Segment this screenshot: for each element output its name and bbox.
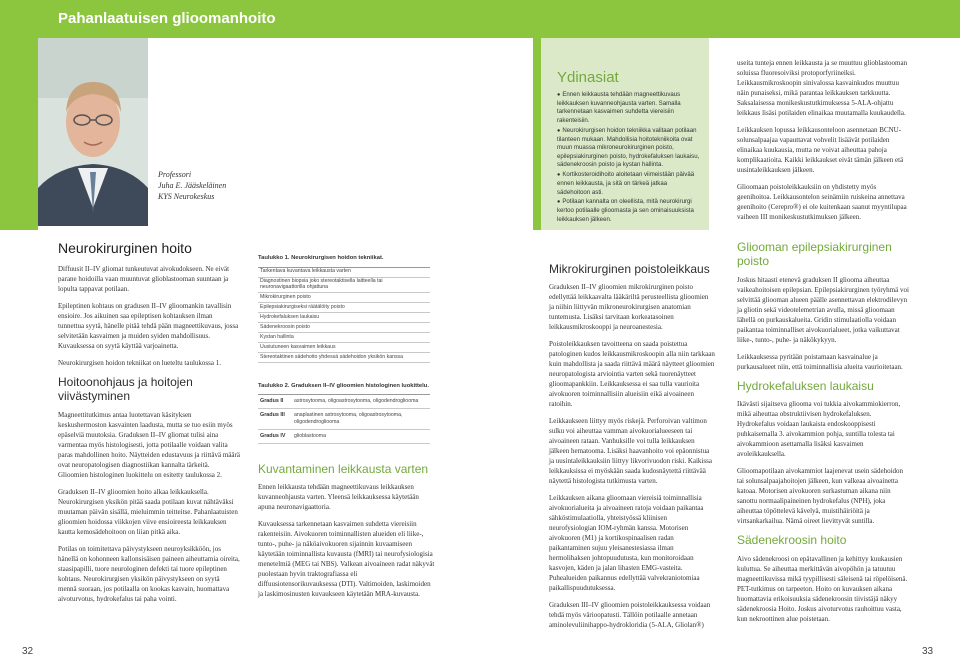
paragraph: Leikkauksen lopussa leikkausonteloon asennetaan BCNU-solunsalpaajaa vapauttavat vohvelit lisäävät potilaiden elinaikaa kuukausia, mutta ne voivat aiheuttaa pahoja komplikaatioita. Kaikki leikkaukset eivät tämän jälkeen etä uusintaleikkauksen jälkeen. <box>737 126 904 174</box>
section-heading-hydrokefalus: Hydrokefaluksen laukaisu <box>737 378 874 393</box>
paragraph: Aivo sädenekroosi on epätavallinen ja kehittyy kuukausien kuluttua. Se aiheuttaa merkittävän aivopöhön ja tatuutuu magneettikuvissa mikä tyypillisesti säleisenä tai röpelöisenä. PET-tutkimus on tarpeeton. Hoito on kuvauksen aikana huomattavia erikoisuuksia sädenekroosin tiivistäjä näkyy sädenekroosia Hoito. Joskus aivoturvotus rauhoittuu vasta, kun nekroottinen alue poistetaan. <box>737 554 908 623</box>
table-row: Uusiutuneen kasvaimen leikkaus <box>258 343 430 353</box>
section-heading-kuvantaminen: Kuvantaminen leikkausta varten <box>258 461 429 476</box>
paragraph: Graduksen II–IV glioomien mikrokirurginen poisto edellyttää leikkaavalta lääkäriltä perusteellista glioomien ja niihin liittyvän mikroneurokirurgisen anatomian tuntemusta. Lisäksi tarvitaan korkeatasoinen leikkausmikroskooppi ja neuroanestesia. <box>549 283 709 332</box>
column-3 <box>549 262 715 637</box>
table-1-caption: Taulukko 1. Neurokirurgisen hoidon tekniikat. <box>258 255 384 261</box>
caption-line: Juha E. Jääskeläinen <box>158 180 227 190</box>
title-bar <box>0 0 960 38</box>
paragraph: Leikkauksen aikana glioomaan viereisiä toiminnallisia aivokuorialueita ja aivoaineen ratoja voidaan paikantaa sähköstimulaatiolla, yhteistyössä kliinisen neurofysiologian IOM-ryhmän kanssa. Motorisen aivokuoren (M1) ja kortikospinaalisen radan paikantaminen sujuu yleisanestesiassa ilman hermolihaksen johtopuudutusta, kun monitoroidaan kasvojen, käden ja jalan lihasten EMG-vasteita. Puhealueiden paikannus edellyttää valvekraniotomiaa paikallispuudutuksessa. <box>549 494 704 593</box>
table-row: Hydrokefaluksen laukaisu <box>258 313 430 323</box>
paragraph: useita tunteja ennen leikkausta ja se muuttuu glioblastooman soluissa fluoresoiviksi protoporfyriineiksi. Leikkausmikroskoopin sinivalossa kasvainkudos muuttuu näin punaiseksi, mikä parantaa leikkauksen tarkkuutta. Saksalaisessa monikeskustutkimuksessa 5-ALA-ohjattu leikkaus lisäsi potilaiden elinaikaa muutamalla kuukaudella. <box>737 59 908 117</box>
paragraph: Potilas on toimitettava päivystykseen neuroyksikköön, jos hänellä on kohonneen kallonsisäisen paineen aiheuttamia oireita, staasipapilli, tuore neurologinen defekti tai tuore epileptinen kohtaus. Neurokirurgisen yksikön päivystykseen on syytä mennä suoraan, jos potilaalla on kookas kasvain, huomattava aivoturvotus, hydrokefalus tai paha vointi. <box>58 544 240 603</box>
paragraph: Leikkaukseen liittyy myös riskejä. Perforoivan valtimon sulku voi aiheuttaa vamman aivokuorialueeseen tai aivoaineen rataan. Vanhuksille voi tulla leikkauksen jälkeen hematooma. Lisäksi haavanhoito voi epäonnistua ja uusintaleikkauksiin liittyy likvorivuodon riski. Kaikissa leikkauksissa ei myöskään saada kudosnäytettä riittävää näytettä histologista tutkimusta varten. <box>549 417 712 486</box>
table-1 <box>258 267 430 363</box>
paragraph: Graduksen III–IV glioomien poistoleikkauksessa voidaan tehdä myös värioopatusti. Tällöin potilaalle annetaan aminolevuliinihappo-hydrokloridia (5-ALA, Gliolan®) <box>549 601 711 630</box>
column-4-top <box>737 58 909 229</box>
table-row: Epilepsiakirurgiseksi räätälöity poisto <box>258 303 430 313</box>
table-cell-types: astrosytooma, oligoastrosytooma, oligodendrogliooma <box>294 398 419 405</box>
paragraph: Epileptinen kohtaus on gradusen II–IV glioomankin tavallisin ensioire. Jos aikuinen saa epileptisen kohtauksen ilman tunnettua syytä, hänelle pitää tehdä pään magneettikuvaus, jossa selvitetään kasvaimen ja muiden syiden mahdollisuus. Kuvauksessa on syytä käyttää varjoainetta. <box>58 302 239 351</box>
table-row: Mikrokirurginen poisto <box>258 293 430 303</box>
column-2 <box>258 255 436 606</box>
paragraph: Glioomapotilaan aivokammiot laajenevat usein sädehoidon tai solunsalpaajahoitojen jälkeen, kun valkeaa aivoainetta katoaa. Motorisen aivokuoren surkastuman aikana niin sanottu normaalipaineinen hydrokefalus (NPH), joka aiheuttaa töpöttelevä kävelyä, muistihäiriöitä ja virtsankarkailua. Nämä oireet lievittyvät suntilla. <box>737 467 904 526</box>
key-point-item: ● Potilaan kannalta on oleellista, mitä neurokirurgi kertoo potilaalle glioomasta ja sen ominaisuuksista leikkauksen jälkeen. <box>557 198 701 224</box>
page-number-left: 32 <box>22 646 34 657</box>
table-cell-types: anaplastinen astrosytooma, oligoastrosytooma, oligodendrogliooma <box>294 412 403 425</box>
section-heading-sadenekroosi: Sädenekroosin hoito <box>737 533 847 548</box>
paragraph: Glioomaan poistoleikkauksiin on yhdistetty myös geenihoitoa. Leikkausontelon seinämiin ruiskeina annettava geenihoito (Cerepro®) ei ole kuitenkaan saanut myyntilupaa vaiheen III monikeskustutkimuksen jälkeen. <box>737 183 907 221</box>
column-1 <box>58 240 240 611</box>
paragraph: Kuvauksessa tarkennetaan kasvaimen suhdetta viereisiin rakenteisiin. Aivokuoren toiminnallisten alueiden eli liike-, tunto-, puhe- ja näköaivokuoren sijainnin kuvaamiseen käytetään toiminnallista kuvausta (fMRI) tai neurofysiologisia menetelmiä (MEG tai NBS). Valkean aivoaineen radat näkyvät puolestaan hyvin traktografiassa eli diffuusiotensorikuvauksessa (DTI). Valtimoiden, laskimoiden ja laskimosinusten kuvaukseen käytetään MRA-kuvausta. <box>258 520 435 599</box>
caption-line: Professori <box>158 170 192 179</box>
table-row: Kystan hallinta <box>258 333 430 343</box>
paragraph: Neurokirurgisen hoidon tekniikat on lueteltu taulukossa 1. <box>58 359 221 368</box>
article-title: Pahanlaatuisen glioomanhoito <box>58 10 276 27</box>
column-4-bottom <box>737 240 909 631</box>
key-points-list <box>557 91 701 224</box>
page-number-right: 33 <box>922 646 934 657</box>
key-point-item: ● Neurokirurgisen hoidon tekniikka valitaan potilaan tilanteen mukaan. Mahdollisia hoitotekniikoita ovat muun muassa mikroneurokirurginen poisto, epilepsiakirurginen poisto, hydrokefaluksen laukaisu, sädenekroosin poisto ja kystan hallinta. <box>557 127 701 170</box>
key-point-item: ● Ennen leikkausta tehdään magneettikuvaus leikkauksen kuvanneohjausta varten. Samalla tarkennetaan kasvaimen suhdetta viereisiin rakenteisiin. <box>557 91 701 126</box>
paragraph: Joskus hitaasti etenevä graduksen II gliooma aiheuttaa vaikeahoitoisen epilepsian. Epilepsiakirurginen työryhmä voi selvittää gliooman alueen päälle asennettavan elektrodilevyn ja gliotin sekä videotelemetrian avulla, missä glioomaan lähellä on purkauskalueita. Gridin stimulaatiolla voidaan paikantaa toiminnalliset aivokuorialueet, jotka vaikuttavat liike-, tunto-, puhe- ja näkökykyyn. <box>737 275 909 344</box>
paragraph: Graduksen II–IV glioomien hoito alkaa leikkauksella. Neurokirurgisen yksikön pitää saada potilaan kuvat nähtäväksi muutaman päivän sisällä, mieluimmin teitteitse. Pahanlaatuisten glioomien hoidossa viikkojen viive ensioireesta leikkauksen kautta kemosädehoitoon on liian pitkä aika. <box>58 487 238 536</box>
table-cell-grade: Gradus III <box>260 412 285 419</box>
photo-caption <box>158 170 226 202</box>
table-2-caption: Taulukko 2. Graduksen II–IV glioomien histologinen luokittelu. <box>258 382 429 389</box>
portrait-image <box>38 38 148 226</box>
key-point-item: ● Kortikosteroidihoito aloitetaan viimeistään päivää ennen leikkausta, ja sitä on tärkeä jatkaa sädehoitoon asti. <box>557 171 701 197</box>
paragraph: Magneettitutkimus antaa luotettavan käsityksen keskushermoston kasvainten laadusta, mutta se tuo esiin myös epäselviä muutoksia. Graduksen II–IV gliomat tulisi aina varmentaa myös histologisesti, jotta potilaalle voidaan valita paras mahdollinen hoito. Näytteiden edustavuus ja riittävä määrä ovat neuropatologisen diagnostiikan kannalta tärkeitä. Glioomien histologinen luokittelu on esitetty taulukossa 2. <box>58 410 240 479</box>
table-cell-grade: Gradus IV <box>260 432 286 439</box>
table-row <box>258 395 430 409</box>
table-cell-types: glioblastooma <box>294 432 327 439</box>
paragraph: Ennen leikkausta tehdään magneettikuvaus leikkauksen kuvanneohjausta varten. Yleensä leikkauksessa käytetään apuna neuronavigaattoria. <box>258 483 419 512</box>
table-row: Diagnostinen biopsia joko stereotaktisella laitteella tai neuronavigaattorilla ohjattuna <box>258 278 430 293</box>
key-points-box <box>541 38 709 230</box>
decorative-green-strip <box>533 38 541 230</box>
table-cell-grade: Gradus II <box>260 398 284 405</box>
paragraph: Leikkauksessa pyritään poistamaan kasvainalue ja purkausalueet niin, että toiminnallisia alueita vaurioitetaan. <box>737 352 903 371</box>
paragraph: Poistoleikkauksen tavoitteena on saada poistettua patologinen kudos leikkausmikroskoopin alla niin tarkkaan kuin mahdollista ja saada riittävä määrä näytteet glioomien neuropatologista arviointia varten sekä tuorenäytteet glioomapankkiin. Leikkauksessa ei saa tulla vaurioita aivokuoren toiminnallisiin alueisiin eikä aivoaineen ratoihin. <box>549 340 715 409</box>
paragraph: Diffuusit II–IV gliomat tunkeutuvat aivokudokseen. Ne eivät parane hoidoilla vaan muuntuvat glioblastooman suuntaan ja lopulta tappavat potilaan. <box>58 265 230 294</box>
table-row: Stereotaktinen sädehoito yhdessä sädehoidon yksikön kanssa <box>258 353 430 363</box>
key-points-title: Ydinasiat <box>557 69 619 86</box>
caption-line: KYS Neurokeskus <box>158 191 215 201</box>
section-heading-epilepsia: Gliooman epilepsiakirurginen poisto <box>737 240 892 269</box>
section-heading-neurokirurginen: Neurokirurginen hoito <box>58 240 192 256</box>
table-2 <box>258 394 430 444</box>
section-heading-hoitoonohjaus: Hoitoonohjaus ja hoitojen viivästyminen <box>58 375 193 404</box>
paragraph: Ikävästi sijaitseva gliooma voi tukkia aivokammiokierron, mikä aiheuttaa obstruktiivisen hydrokefaluksen. Hydrokefalus voidaan laukaista endoskooppisesti puhkaisemalla 3. aivokammion pohja, suntilla tolesta tai aivokammioon asettamalla lisäksi kasvaimen avoleikkauksella. <box>737 400 901 459</box>
decorative-green-bar <box>0 38 38 230</box>
author-photo <box>38 38 148 226</box>
table-row <box>258 430 430 444</box>
section-heading-mikrokirurginen: Mikrokirurginen poistoleikkaus <box>549 262 710 276</box>
table-row: Tarkentava kuvantava leikkausta varten <box>258 268 430 278</box>
table-row <box>258 409 430 430</box>
table-row: Sädenekroosin poisto <box>258 323 430 333</box>
